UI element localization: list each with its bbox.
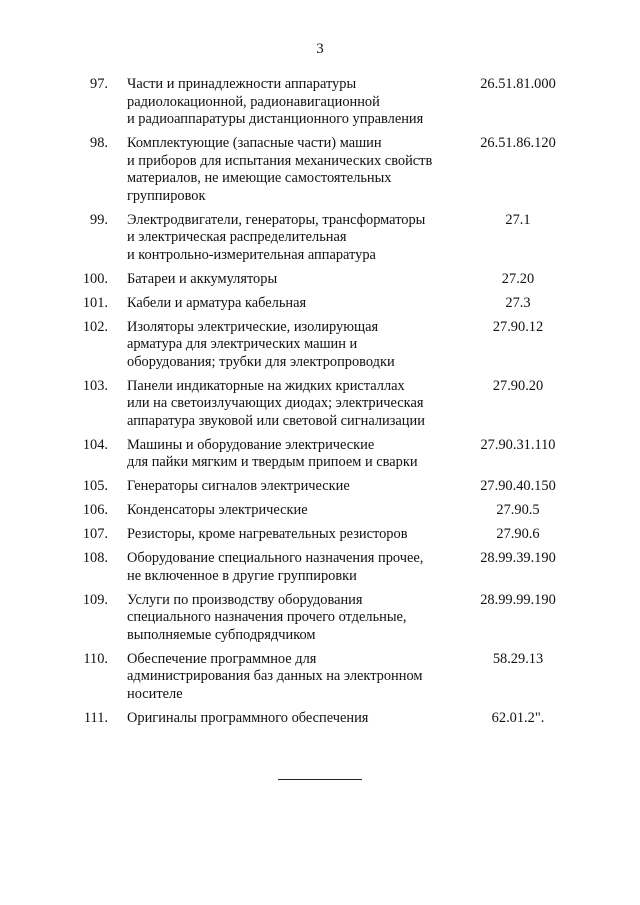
list-item — [0, 378, 640, 431]
footer-rule — [278, 779, 362, 780]
item-name-line: администрирования баз данных на электронном — [127, 668, 423, 684]
item-name-line: Кабели и арматура кабельная — [127, 294, 307, 311]
item-name — [127, 378, 467, 431]
item-name — [127, 295, 467, 313]
item-code: 26.51.86.120 — [480, 135, 556, 151]
item-name-line: и контрольно-измерительная аппаратура — [127, 246, 376, 263]
item-name — [127, 478, 467, 496]
item-name-line: Оригиналы программного обеспечения — [127, 709, 369, 726]
item-name — [127, 135, 467, 205]
item-name — [127, 526, 467, 544]
item-number: 107. — [82, 526, 108, 542]
item-number: 101. — [82, 294, 108, 311]
item-name-line: Машины и оборудование электрические — [127, 436, 375, 453]
item-code: 58.29.13 — [492, 650, 544, 667]
list-item — [0, 502, 640, 520]
item-name-line: Услуги по производству оборудования — [127, 591, 363, 608]
item-name-line: для пайки мягким и твердым припоем и сварки — [127, 454, 418, 470]
item-name-line: Конденсаторы электрические — [127, 502, 308, 518]
item-number: 99. — [90, 211, 108, 228]
item-name-line: радиолокационной, радионавигационной — [127, 93, 380, 110]
item-name — [127, 710, 467, 728]
item-name-line: Резисторы, кроме нагревательных резисторов — [127, 526, 408, 542]
list-item — [0, 319, 640, 372]
page-number: 3 — [316, 41, 324, 57]
list-item — [0, 710, 640, 728]
list-item — [0, 76, 640, 129]
item-name — [127, 437, 467, 472]
item-number: 103. — [82, 377, 108, 394]
item-name-line: Изоляторы электрические, изолирующая — [127, 318, 379, 335]
list-item — [0, 295, 640, 313]
item-number: 98. — [90, 135, 108, 151]
list-item — [0, 437, 640, 472]
item-name-line: носителе — [127, 685, 183, 702]
list-item — [0, 271, 640, 289]
item-code: 28.99.39.190 — [480, 550, 556, 566]
list-item — [0, 651, 640, 704]
list-item — [0, 550, 640, 585]
list-item — [0, 478, 640, 496]
item-name-line: материалов, не имеющие самостоятельных — [127, 170, 392, 186]
item-name-line: и радиоаппаратуры дистанционного управления — [127, 111, 424, 127]
item-name-line: Оборудование специального назначения прочее, — [127, 550, 424, 566]
item-name-line: оборудования; трубки для электропроводки — [127, 353, 395, 370]
item-number: 108. — [82, 550, 108, 566]
item-number: 111. — [83, 709, 108, 726]
item-name-line: и электрическая распределительная — [127, 229, 347, 245]
item-name-line: специального назначения прочего отдельные, — [127, 609, 407, 625]
item-number: 102. — [82, 318, 108, 335]
list-item — [0, 135, 640, 205]
item-code: 27.3 — [505, 294, 531, 311]
item-code: 27.90.20 — [492, 377, 544, 394]
item-number: 104. — [82, 436, 108, 453]
item-name — [127, 502, 467, 520]
item-name-line: группировок — [127, 187, 206, 204]
item-name — [127, 651, 467, 704]
item-name-line: аппаратура звуковой или световой сигнализации — [127, 412, 425, 429]
item-code: 26.51.81.000 — [480, 76, 556, 92]
item-name-line: или на светоизлучающих диодах; электрическая — [127, 395, 424, 411]
item-name-line: Батареи и аккумуляторы — [127, 270, 278, 287]
list-item — [0, 212, 640, 265]
item-name-line: Части и принадлежности аппаратуры — [127, 76, 357, 92]
item-code: 62.01.2". — [491, 709, 545, 726]
item-number: 97. — [90, 76, 108, 92]
item-code: 27.1 — [505, 211, 531, 228]
item-name — [127, 319, 467, 372]
list-item — [0, 592, 640, 645]
item-number: 100. — [82, 270, 108, 287]
item-code: 28.99.99.190 — [480, 591, 556, 608]
item-name-line: и приборов для испытания механических свойств — [127, 152, 433, 169]
item-number: 106. — [82, 502, 108, 518]
item-code: 27.90.6 — [496, 526, 540, 542]
item-code: 27.90.31.110 — [480, 436, 556, 453]
item-name — [127, 592, 467, 645]
item-code: 27.90.40.150 — [480, 478, 556, 494]
item-number: 110. — [83, 650, 108, 667]
item-number: 105. — [82, 478, 108, 494]
item-name-line: Обеспечение программное для — [127, 650, 317, 667]
item-name — [127, 76, 467, 129]
product-list — [0, 76, 640, 727]
item-name-line: Электродвигатели, генераторы, трансформаторы — [127, 211, 426, 228]
item-name-line: не включенное в другие группировки — [127, 567, 357, 584]
item-name-line: арматура для электрических машин и — [127, 336, 358, 352]
item-code: 27.90.12 — [492, 318, 544, 335]
item-code: 27.90.5 — [496, 502, 540, 518]
item-name-line: Панели индикаторные на жидких кристаллах — [127, 377, 405, 394]
item-name-line: Комплектующие (запасные части) машин — [127, 135, 382, 151]
item-name — [127, 212, 467, 265]
item-name-line: Генераторы сигналов электрические — [127, 478, 350, 494]
item-name — [127, 550, 467, 585]
item-number: 109. — [82, 591, 108, 608]
list-item — [0, 526, 640, 544]
item-name — [127, 271, 467, 289]
item-name-line: выполняемые субподрядчиком — [127, 626, 316, 643]
item-code: 27.20 — [501, 270, 535, 287]
